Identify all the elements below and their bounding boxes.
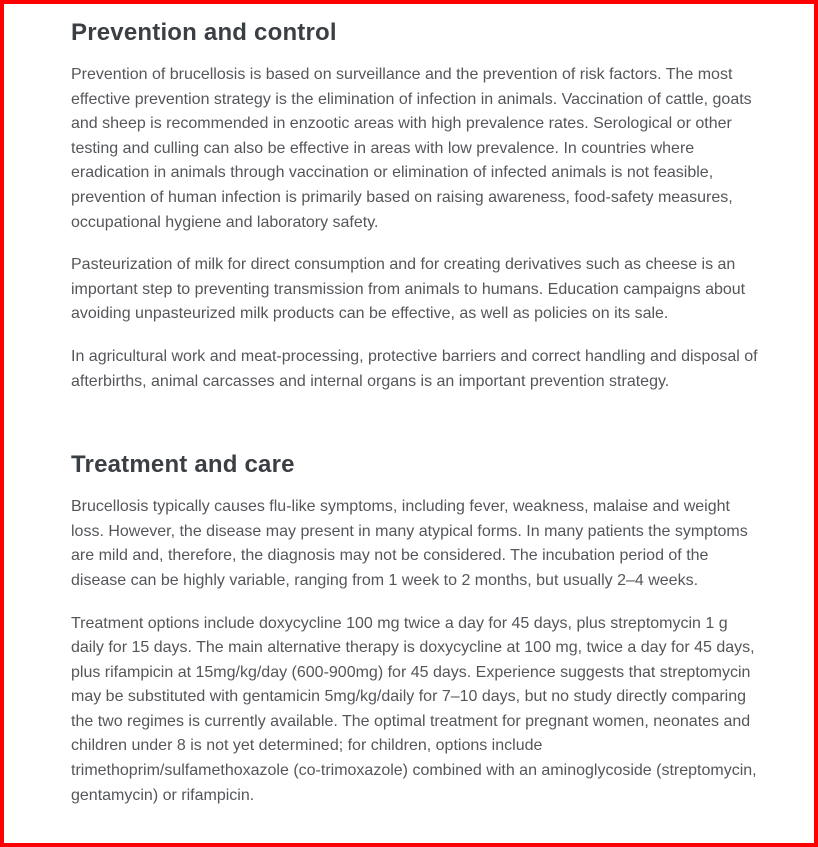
section-heading-treatment: Treatment and care bbox=[71, 451, 295, 479]
paragraph-prevention-1: Prevention of brucellosis is based on surveillance and the prevention of risk factors. The most effective prevention strategy is the elimination of infection in animals. Vaccination of cattle, goats and sheep is recommended in enzootic areas with high prevalence rates. Serological or other testing and culling can also be effective in areas with low prevalence. In countries where eradication in animals through vaccination or elimination of infected animals is not feasible, prevention of human infection is primarily based on raising awareness, food-safety measures, occupational hygiene and laboratory safety. bbox=[71, 66, 752, 231]
paragraph-treatment-1: Brucellosis typically causes flu-like symptoms, including fever, weakness, malaise and weight loss. However, the disease may present in many atypical forms. In many patients the symptoms are mild and, therefore, the diagnosis may not be considered. The incubation period of the disease can be highly variable, ranging from 1 week to 2 months, but usually 2–4 weeks. bbox=[71, 498, 748, 589]
section-prevention-and-control bbox=[71, 20, 764, 394]
paragraph-treatment-2: Treatment options include doxycycline 100 mg twice a day for 45 days, plus streptomycin 1 g daily for 15 days. The main alternative therapy is doxycycline at 100 mg, twice a day for 45 days, plus rifampicin at 15mg/kg/day (600-900mg) for 45 days. Experience suggests that streptomycin may be substituted with gentamicin 5mg/kg/daily for 7–10 days, but no study directly comparing the two regimes is currently available. The optimal treatment for pregnant women, neonates and children under 8 is not yet determined; for children, options include trimethoprim/sulfamethoxazole (co-trimoxazole) combined with an aminoglycoside (streptomycin, gentamycin) or rifampicin. bbox=[71, 614, 757, 804]
article-body bbox=[71, 20, 764, 808]
section-treatment-and-care bbox=[71, 452, 764, 808]
article-content bbox=[4, 4, 814, 847]
section-heading-prevention: Prevention and control bbox=[71, 19, 337, 46]
paragraph-prevention-3: In agricultural work and meat-processing, protective barriers and correct handling and disposal of afterbirths, animal carcasses and internal organs is an important prevention strategy. bbox=[71, 347, 758, 390]
paragraph-prevention-2: Pasteurization of milk for direct consumption and for creating derivatives such as cheese is an important step to preventing transmission from animals to humans. Education campaigns about avoiding unpasteurized milk products can be effective, as well as policies on its sale. bbox=[71, 256, 746, 323]
